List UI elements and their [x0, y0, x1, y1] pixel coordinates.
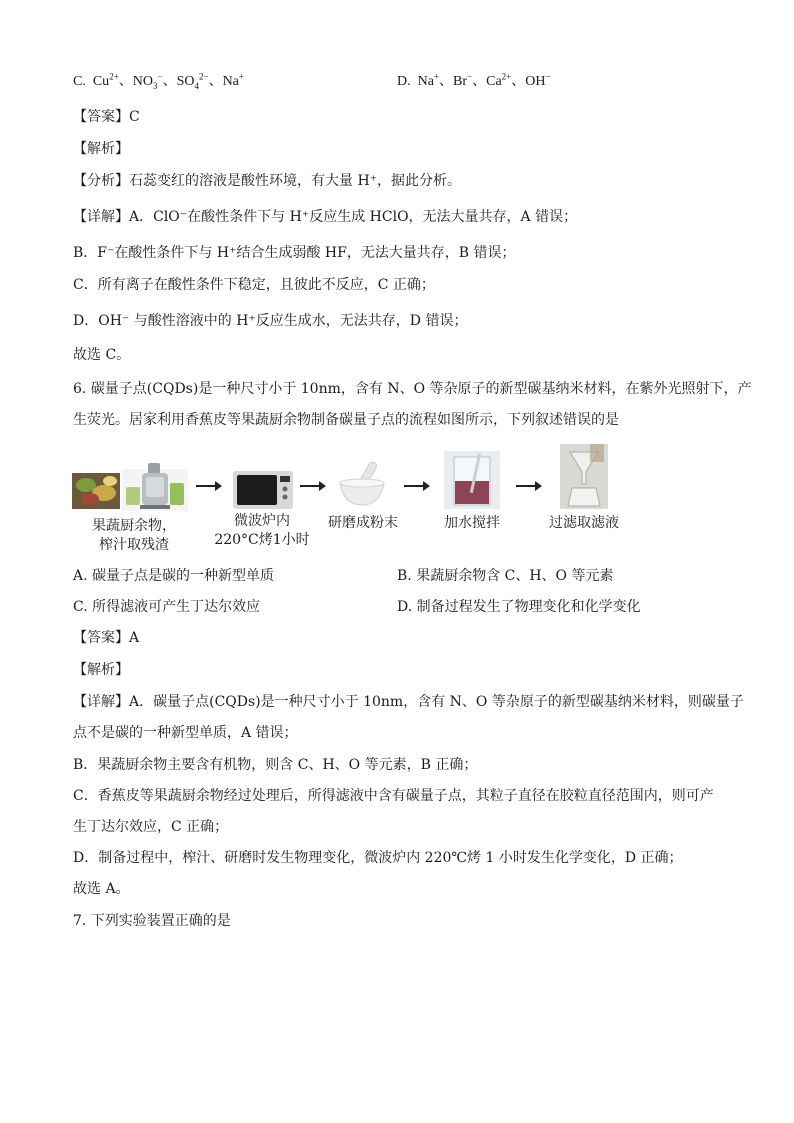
q6-option-b: B. 果蔬厨余物含 C、H、O 等元素	[397, 568, 614, 584]
flow-step2-caption: 微波炉内 220°C烤1小时	[214, 513, 310, 548]
q7-stem: 7. 下列实验装置正确的是	[73, 913, 231, 929]
flow-step5-caption: 过滤取滤液	[549, 515, 619, 531]
q5-detail-c: C．所有离子在酸性条件下稳定，且彼此不反应，C 正确；	[73, 277, 435, 293]
q6-detail-a-line2: 点不是碳的一种新型单质，A 错误；	[73, 725, 298, 741]
juicer-image	[122, 461, 188, 511]
q6-conclusion: 故选 A。	[73, 881, 130, 897]
q5-fenxi: 【分析】石蕊变红的溶液是酸性环境，有大量 H⁺，据此分析。	[73, 173, 462, 189]
q5-detail-b: B．F⁻在酸性条件下与 H⁺结合生成弱酸 HF，无法大量共存，B 错误；	[73, 245, 516, 261]
q6-detail-c-line2: 生丁达尔效应，C 正确；	[73, 819, 229, 835]
microwave-image	[233, 471, 293, 509]
q5-detail-a: 【详解】A．ClO⁻在酸性条件下与 H⁺反应生成 HClO，无法大量共存，A 错误；	[73, 209, 578, 225]
flow-arrow-4	[516, 485, 540, 487]
kitchen-waste-image	[72, 473, 120, 509]
q6-detail-c-line1: C．香蕉皮等果蔬厨余物经过处理后，所得滤液中含有碳量子点，其粒子直径在胶粒直径范围内，则可产	[73, 788, 714, 804]
q5-option-c: C. $Cu^{2+}$、$NO_3^-$、$SO_4^{2-}$、Na+	[73, 71, 244, 91]
mortar-image	[336, 461, 388, 507]
q5-conclusion: 故选 C。	[73, 347, 131, 363]
flow-step4-caption: 加水搅拌	[444, 515, 500, 531]
q6-analysis-heading: 【解析】	[73, 662, 129, 678]
q6-option-d: D. 制备过程发生了物理变化和化学变化	[397, 599, 641, 615]
q6-option-c: C. 所得滤液可产生丁达尔效应	[73, 599, 261, 615]
flow-step3-caption: 研磨成粉末	[328, 515, 398, 531]
flow-arrow-3	[404, 485, 428, 487]
q6-stem-line1: 6. 碳量子点(CQDs)是一种尺寸小于 10nm，含有 N、O 等杂原子的新型碳基纳米材料，在紫外光照射下，产	[73, 381, 752, 397]
beaker-image	[444, 451, 500, 509]
flow-arrow-2	[300, 485, 324, 487]
filtration-image	[560, 444, 608, 509]
q6-option-a: A. 碳量子点是碳的一种新型单质	[73, 568, 275, 584]
q6-stem-line2: 生荧光。居家利用香蕉皮等果蔬厨余物制备碳量子点的流程如图所示，下列叙述错误的是	[73, 412, 619, 428]
q5-answer: 【答案】C	[73, 109, 140, 125]
q6-detail-b: B．果蔬厨余物主要含有机物，则含 C、H、O 等元素，B 正确；	[73, 757, 478, 773]
q5-detail-d: D．OH⁻ 与酸性溶液中的 H⁺反应生成水，无法共存，D 错误；	[73, 313, 468, 329]
q5-analysis-heading: 【解析】	[73, 141, 129, 157]
flow-step1-caption: 果蔬厨余物， 榨汁取残渣	[92, 518, 176, 553]
q6-answer: 【答案】A	[73, 630, 140, 646]
q6-detail-a-line1: 【详解】A．碳量子点(CQDs)是一种尺寸小于 10nm，含有 N、O 等杂原子的新型碳基纳米材料，则碳量子	[73, 694, 744, 710]
q5-option-d: D. Na+、Br−、$Ca^{2+}$、OH−	[397, 71, 551, 89]
q6-detail-d: D．制备过程中，榨汁、研磨时发生物理变化，微波炉内 220℃烤 1 小时发生化学变化，D 正确；	[73, 850, 683, 866]
flow-arrow-1	[196, 485, 220, 487]
